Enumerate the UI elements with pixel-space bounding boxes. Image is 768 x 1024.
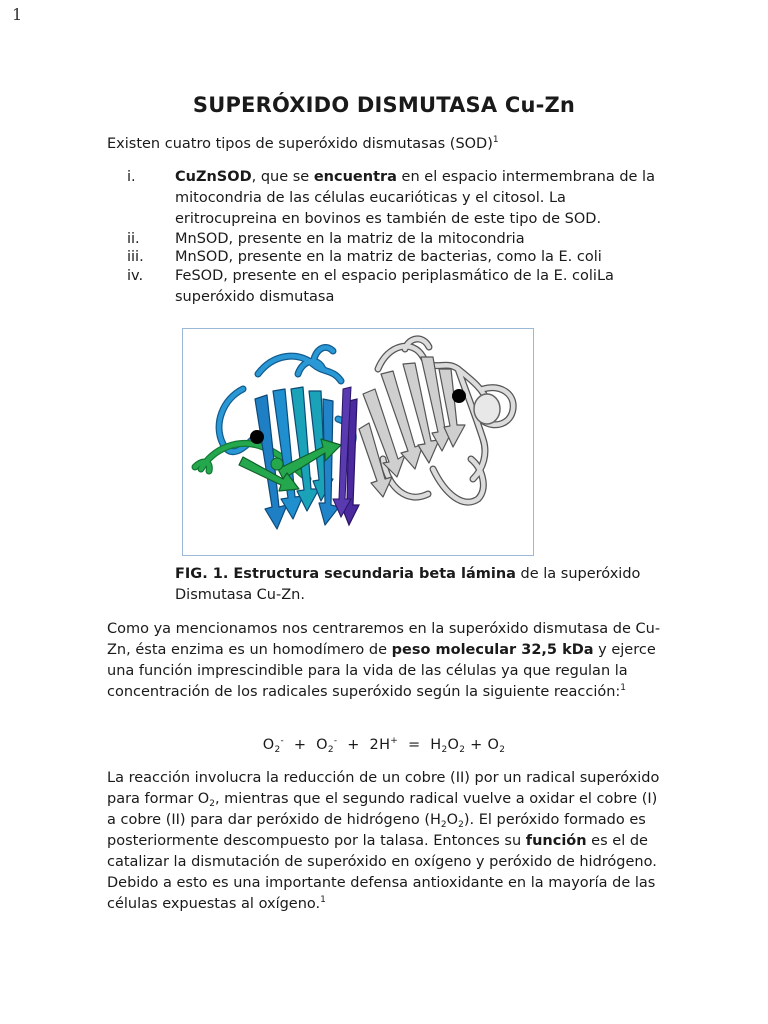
subscript: 2 [458, 820, 464, 830]
eq-term: H [430, 737, 442, 753]
protein-ribbon-illustration [183, 329, 533, 555]
list-marker: iii. [127, 249, 144, 265]
list-text: , que se [251, 169, 314, 185]
eq-term: O [316, 737, 328, 753]
list-item [107, 230, 667, 248]
list-item [107, 248, 667, 266]
eq-term: O [447, 737, 460, 753]
page-number: 1 [12, 5, 23, 24]
footnote-ref: 1 [320, 895, 326, 905]
list-marker: iv. [127, 268, 144, 284]
paragraph-text: O [446, 812, 459, 828]
eq-sup: + [390, 736, 399, 746]
list-text: MnSOD, presente en la matriz de la mitocondria [175, 231, 525, 247]
intro-text: Existen cuatro tipos de superóxido dismutasas (SOD) [107, 136, 493, 152]
eq-sup: - [333, 736, 338, 746]
eq-operator: + [337, 737, 370, 753]
eq-operator: + [465, 737, 488, 753]
page-title: SUPERÓXIDO DISMUTASA Cu-Zn [192, 93, 576, 117]
bold-term: función [525, 833, 587, 849]
paragraph-text: , mientras que el segundo radical vuelve a oxidar el cobre (I) a cobre (II) para dar peróxido de hidrógeno (H [107, 791, 658, 828]
subscript: 2 [209, 799, 215, 809]
bold-term: CuZnSOD [175, 169, 252, 185]
eq-term: 2H [369, 737, 391, 753]
bold-term: encuentra [313, 169, 397, 185]
paragraph-text: y ejerce una función imprescindible para la vida de las células ya que regulan la concentración de los radicales superóxido según la siguiente reacción: [107, 642, 656, 700]
eq-sub: 2 [274, 745, 281, 755]
protein-structure-figure [182, 328, 534, 556]
paragraph-intro-cuzn [107, 619, 667, 703]
eq-operator: + [284, 737, 317, 753]
eq-sub: 2 [459, 745, 466, 755]
eq-term: O [262, 737, 275, 753]
footnote-ref: 1 [620, 683, 627, 693]
list-text: en el espacio intermembrana de la mitocondria de las células eucarióticas y el citosol. La eritrocupreina en bovinos es también de este tipo de SOD. [175, 169, 655, 227]
list-text: FeSOD, presente en el espacio periplasmático de la E. coliLa superóxido dismutasa [175, 268, 614, 305]
footnote-ref: 1 [492, 135, 499, 145]
figure-caption [175, 564, 675, 606]
list-item [107, 266, 667, 308]
subscript: 2 [440, 820, 447, 830]
eq-sub: 2 [499, 745, 506, 755]
caption-text: de la superóxido Dismutasa Cu-Zn. [175, 566, 641, 603]
bold-term: peso molecular 32,5 kDa [391, 642, 594, 658]
eq-sub: 2 [441, 745, 448, 755]
list-text: MnSOD, presente en la matriz de bacterias, como la E. coli [175, 249, 602, 265]
eq-term: O [487, 737, 500, 753]
list-marker: i. [127, 169, 136, 185]
sod-types-list [107, 167, 667, 308]
reaction-equation [0, 735, 768, 756]
list-item [107, 167, 667, 230]
caption-bold: FIG. 1. Estructura secundaria beta lámina [175, 566, 516, 582]
paragraph-text: ). El peróxido formado es posteriormente descompuesto por la talasa. Entonces su [107, 812, 646, 849]
paragraph-reaction-mechanism [107, 768, 667, 915]
eq-operator: = [398, 737, 431, 753]
eq-sub: 2 [327, 745, 334, 755]
list-marker: ii. [127, 231, 140, 247]
paragraph-text: es el de catalizar la dismutación de superóxido en oxígeno y peróxido de hidrógeno. Debido a esto es una importante defensa antioxidante en la mayoría de las células expuestas al oxígeno. [107, 833, 657, 912]
paragraph-text: Como ya mencionamos nos centraremos en la superóxido dismutasa de Cu-Zn, ésta enzima es un homodímero de [107, 621, 661, 658]
eq-sup: - [280, 736, 285, 746]
paragraph-text: La reacción involucra la reducción de un cobre (II) por un radical superóxido para formar O [107, 770, 660, 807]
intro-paragraph [107, 134, 667, 155]
